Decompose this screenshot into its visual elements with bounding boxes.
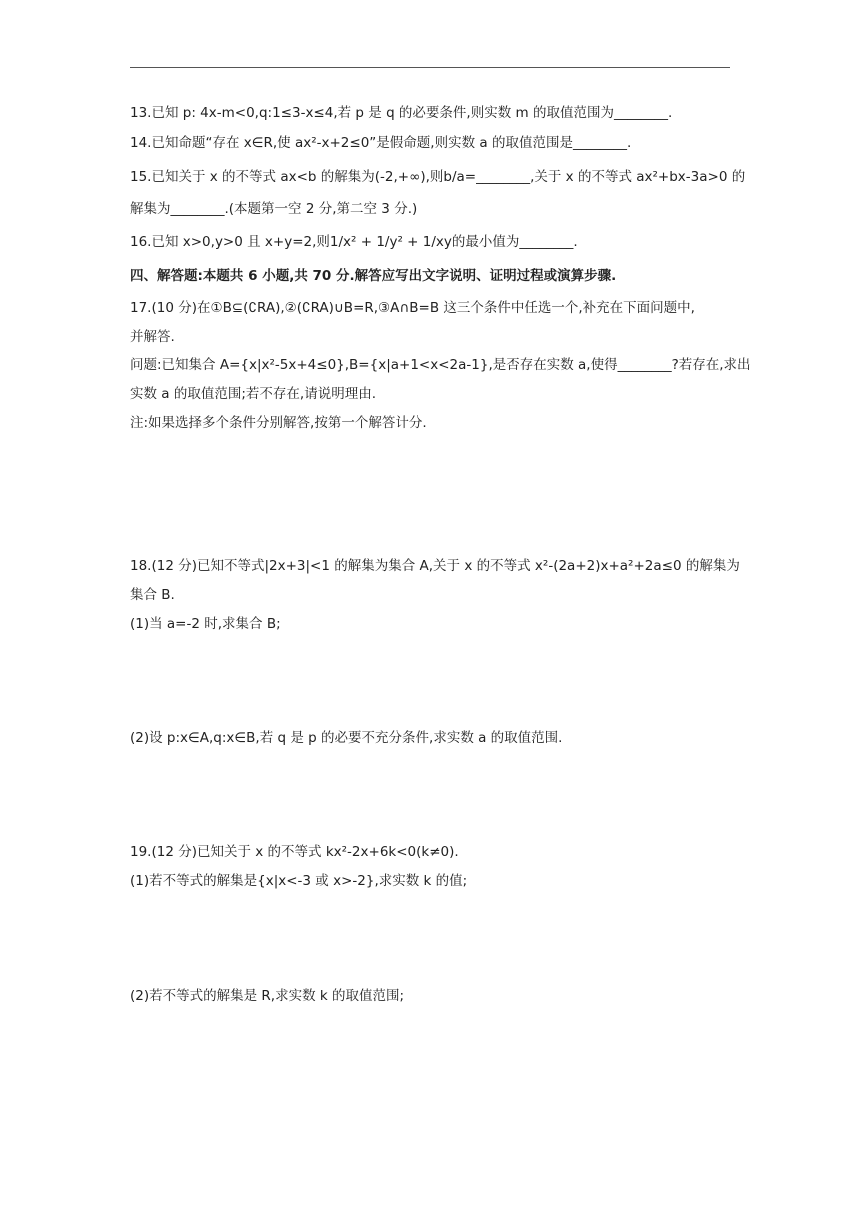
question-17-line-1: 17.(10 分)在①B⊆(∁RA),②(∁RA)∪B=R,③A∩B=B 这三个条件中任选一个,补充在下面问题中, xyxy=(130,300,695,316)
header-rule xyxy=(130,67,730,68)
question-17-line-2: 并解答. xyxy=(130,329,175,345)
question-19-part-2: (2)若不等式的解集是 R,求实数 k 的取值范围; xyxy=(130,988,405,1004)
question-13: 13.已知 p: 4x-m<0,q:1≤3-x≤4,若 p 是 q 的必要条件,则实数 m 的取值范围为________. xyxy=(130,105,673,121)
question-18-line-2: 集合 B. xyxy=(130,587,175,603)
question-16: 16.已知 x>0,y>0 且 x+y=2,则1/x² + 1/y² + 1/xy的最小值为________. xyxy=(130,234,578,250)
section-heading: 四、解答题:本题共 6 小题,共 70 分.解答应写出文字说明、证明过程或演算步骤. xyxy=(130,268,617,284)
question-15-line-1: 15.已知关于 x 的不等式 ax<b 的解集为(-2,+∞),则b/a=________,关于 x 的不等式 ax²+bx-3a>0 的 xyxy=(130,169,746,185)
question-19-line-1: 19.(12 分)已知关于 x 的不等式 kx²-2x+6k<0(k≠0). xyxy=(130,844,459,860)
question-14: 14.已知命题“存在 x∈R,使 ax²-x+2≤0”是假命题,则实数 a 的取值范围是________. xyxy=(130,135,632,151)
question-18-line-1: 18.(12 分)已知不等式|2x+3|<1 的解集为集合 A,关于 x 的不等式 x²-(2a+2)x+a²+2a≤0 的解集为 xyxy=(130,558,740,574)
question-17-line-3: 问题:已知集合 A={x|x²-5x+4≤0},B={x|a+1<x<2a-1},是否存在实数 a,使得________?若存在,求出 xyxy=(130,357,751,373)
question-17-note: 注:如果选择多个条件分别解答,按第一个解答计分. xyxy=(130,415,427,431)
question-18-part-1: (1)当 a=-2 时,求集合 B; xyxy=(130,616,281,632)
question-15-line-2: 解集为________.(本题第一空 2 分,第二空 3 分.) xyxy=(130,201,418,217)
question-18-part-2: (2)设 p:x∈A,q:x∈B,若 q 是 p 的必要不充分条件,求实数 a 的取值范围. xyxy=(130,730,563,746)
question-17-line-4: 实数 a 的取值范围;若不存在,请说明理由. xyxy=(130,386,376,402)
question-19-part-1: (1)若不等式的解集是{x|x<-3 或 x>-2},求实数 k 的值; xyxy=(130,873,468,889)
